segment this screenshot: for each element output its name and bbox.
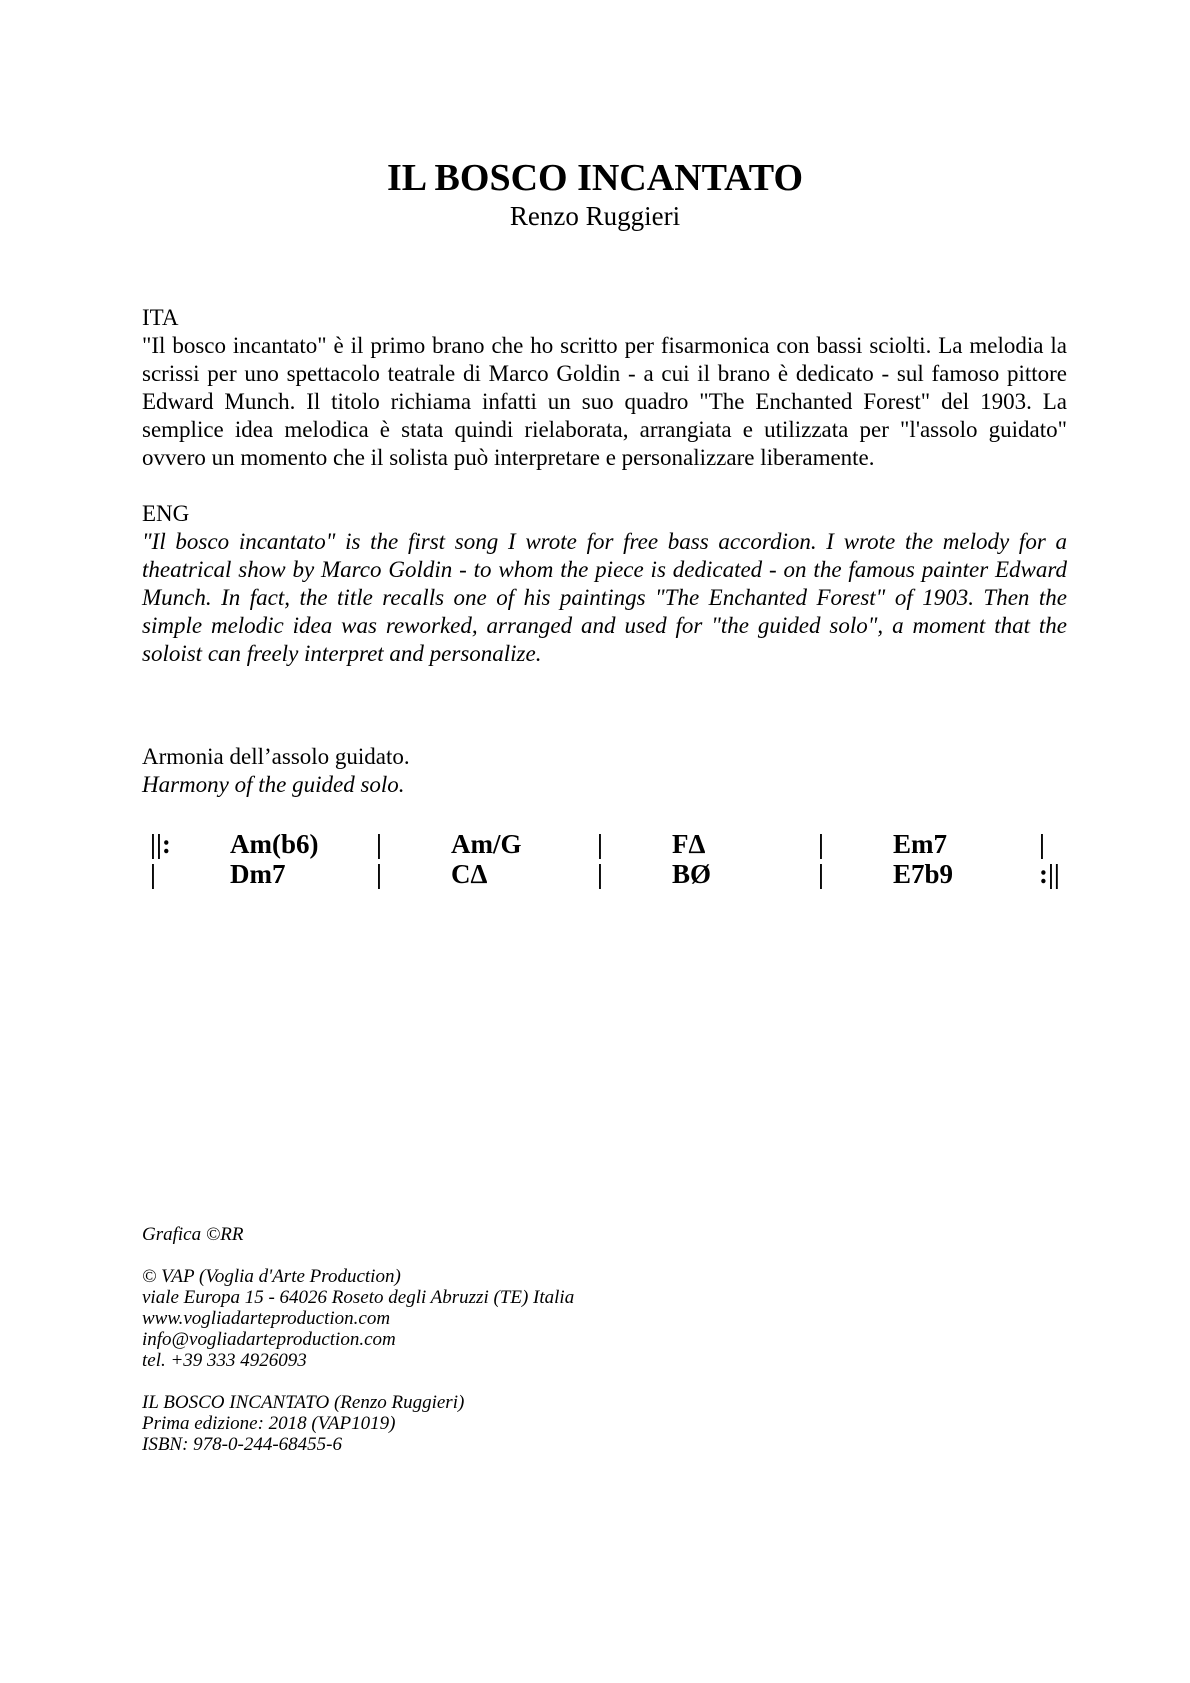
harmony-caption-eng: Harmony of the guided solo. [142, 771, 405, 797]
section-ita [142, 304, 1067, 472]
chord-row-2 [150, 859, 1067, 889]
chord-cell: Em7 [893, 828, 947, 859]
edition-year: Prima edizione: 2018 (VAP1019) [142, 1412, 396, 1434]
title-block [0, 0, 1190, 232]
publisher-address: viale Europa 15 - 64026 Roseto degli Abruzzi (TE) Italia [142, 1286, 575, 1308]
page-title: IL BOSCO INCANTATO [387, 157, 803, 199]
chord-cell: E7b9 [893, 858, 954, 889]
chord-chart [150, 829, 1067, 889]
eng-paragraph: "Il bosco incantato" is the first song I wrote for free bass accordion. I wrote the melody for a theatrical show by Marco Goldin - to whom the piece is dedicated - on the famous painter Edward Munch. In fact, the title recalls one of his paintings "The Enchanted Forest" of 1903. Then the simple melodic idea was reworked, arranged and used for "the guided solo", a moment that the soloist can freely interpret and personalize. [142, 528, 1067, 666]
barline: | [597, 828, 603, 859]
chord-cell: Am(b6) [230, 828, 319, 859]
edition-isbn: ISBN: 978-0-244-68455-6 [142, 1433, 342, 1455]
repeat-start-barline: ||: [150, 828, 171, 859]
barline: | [376, 828, 382, 859]
harmony-caption-ita: Armonia dell’assolo guidato. [142, 743, 410, 769]
ita-heading: ITA [142, 304, 179, 330]
barline: | [597, 858, 603, 889]
harmony-section [142, 743, 1067, 889]
content [142, 304, 1067, 889]
author-name: Renzo Ruggieri [509, 200, 681, 231]
edition-title: IL BOSCO INCANTATO (Renzo Ruggieri) [142, 1391, 465, 1413]
chord-row-1 [150, 829, 1067, 859]
chord-cell: FΔ [672, 828, 706, 859]
barline: | [818, 858, 824, 889]
section-eng [142, 500, 1067, 668]
chord-cell: Am/G [451, 828, 522, 859]
barline: | [1039, 828, 1045, 859]
barline: | [376, 858, 382, 889]
publisher-email: info@vogliadarteproduction.com [142, 1328, 396, 1350]
repeat-end-barline: :|| [1039, 858, 1060, 889]
chord-cell: CΔ [451, 858, 488, 889]
ita-paragraph: "Il bosco incantato" è il primo brano che ho scritto per fisarmonica con bassi sciolti. La melodia la scrissi per uno spettacolo teatrale di Marco Goldin - a cui il brano è dedicato - sul famoso pittore Edward Munch. Il titolo richiama infatti un suo quadro "The Enchanted Forest" del 1903. La semplice idea melodica è stata quindi rielaborata, arrangiata e utilizzata per "l'assolo guidato" ovvero un momento che il solista può interpretare e personalizzare liberamente. [142, 332, 1067, 470]
publisher-copyright: © VAP (Voglia d'Arte Production) [142, 1265, 401, 1287]
eng-heading: ENG [142, 500, 190, 526]
chord-cell: Dm7 [230, 858, 286, 889]
graphics-credit: Grafica ©RR [142, 1223, 244, 1245]
publisher-phone: tel. +39 333 4926093 [142, 1349, 307, 1371]
barline: | [818, 828, 824, 859]
publisher-website: www.vogliadarteproduction.com [142, 1307, 391, 1329]
publisher-block [142, 1266, 1190, 1371]
barline: | [150, 858, 156, 889]
footer [142, 1224, 1190, 1455]
chord-cell: BØ [672, 858, 712, 889]
edition-block [142, 1392, 1190, 1455]
